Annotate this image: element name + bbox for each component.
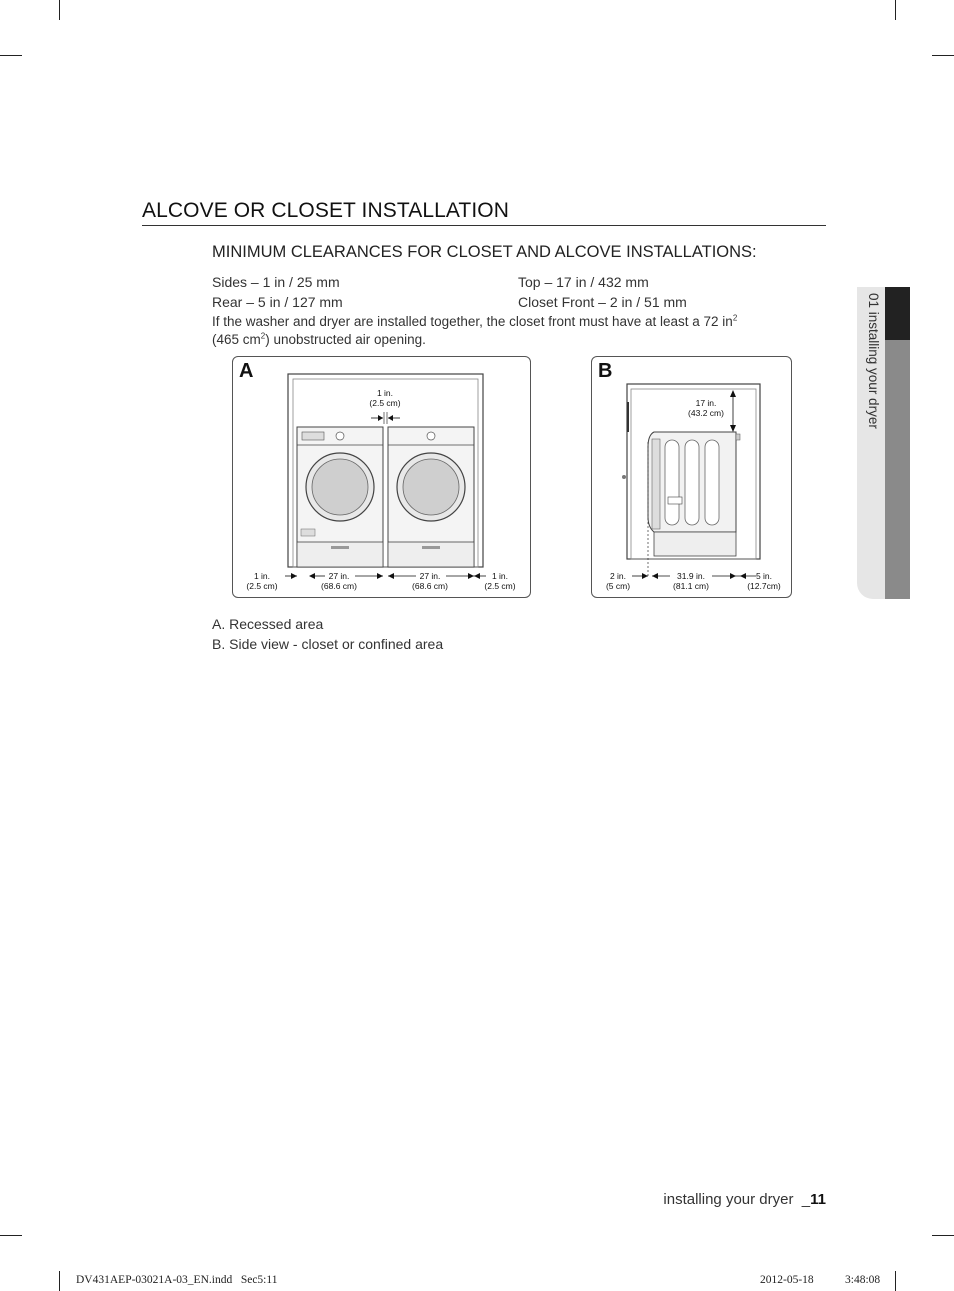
figure-a-dim-washer: 27 in. (68.6 cm) [321, 571, 357, 591]
slug-date: 2012-05-18 [760, 1274, 814, 1286]
crop-mark [0, 55, 22, 56]
dryer-side-illustration [648, 432, 740, 556]
caption-a: A. Recessed area [212, 616, 324, 632]
crop-mark [895, 1271, 896, 1291]
figure-b-top-gap: 17 in. (43.2 cm) [688, 398, 724, 418]
caption-b: B. Side view - closet or confined area [212, 636, 444, 652]
page-number: 11 [810, 1191, 826, 1208]
figure-b-side-view [591, 356, 792, 598]
crop-mark [59, 1271, 60, 1291]
subtitle: MINIMUM CLEARANCES FOR CLOSET AND ALCOVE INSTALLATIONS: [212, 243, 757, 261]
slug-time: 3:48:08 [845, 1274, 881, 1286]
figure-b-dim-depth: 31.9 in. (81.1 cm) [673, 571, 709, 591]
crop-mark [932, 55, 954, 56]
figure-b-letter: B [598, 360, 613, 382]
figure-a-dim-dryer: 27 in. (68.6 cm) [412, 571, 448, 591]
figure-b-dim-front: 2 in. (5 cm) [605, 571, 631, 591]
figure-a-recessed-area [232, 356, 531, 598]
page-footer [663, 1191, 826, 1208]
footer-text: installing your dryer _ [663, 1191, 811, 1208]
chapter-label: 01 installing your dryer [866, 293, 881, 429]
crop-mark [932, 1235, 954, 1236]
figure-a-top-gap: 1 in. (2.5 cm) [369, 388, 401, 408]
section-title: ALCOVE OR CLOSET INSTALLATION [142, 199, 826, 226]
clearance-closet-front: Closet Front – 2 in / 51 mm [518, 294, 687, 310]
clearance-rear: Rear – 5 in / 127 mm [212, 294, 343, 310]
crop-mark [0, 1235, 22, 1236]
figure-a-dim-left-side: 1 in. (2.5 cm) [246, 571, 278, 591]
dryer-illustration [388, 427, 474, 567]
figure-b-drawing [592, 357, 791, 597]
washer-illustration [297, 427, 383, 567]
slug-file: DV431AEP-03021A-03_EN.indd Sec5:11 [76, 1274, 278, 1286]
chapter-side-tab [857, 287, 910, 599]
figure-a-dim-right-side: 1 in. (2.5 cm) [484, 571, 516, 591]
figure-a-letter: A [239, 360, 254, 382]
crop-mark [895, 0, 896, 20]
clearance-sides: Sides – 1 in / 25 mm [212, 274, 340, 290]
air-opening-note: If the washer and dryer are installed together, the closet front must have at least a 72 $in^2$ (465 $cm^2$) unobstructed air opening. [212, 313, 738, 347]
crop-mark [59, 0, 60, 20]
figure-b-dim-rear: 5 in. (12.7cm) [747, 571, 781, 591]
clearance-top: Top – 17 in / 432 mm [518, 274, 649, 290]
